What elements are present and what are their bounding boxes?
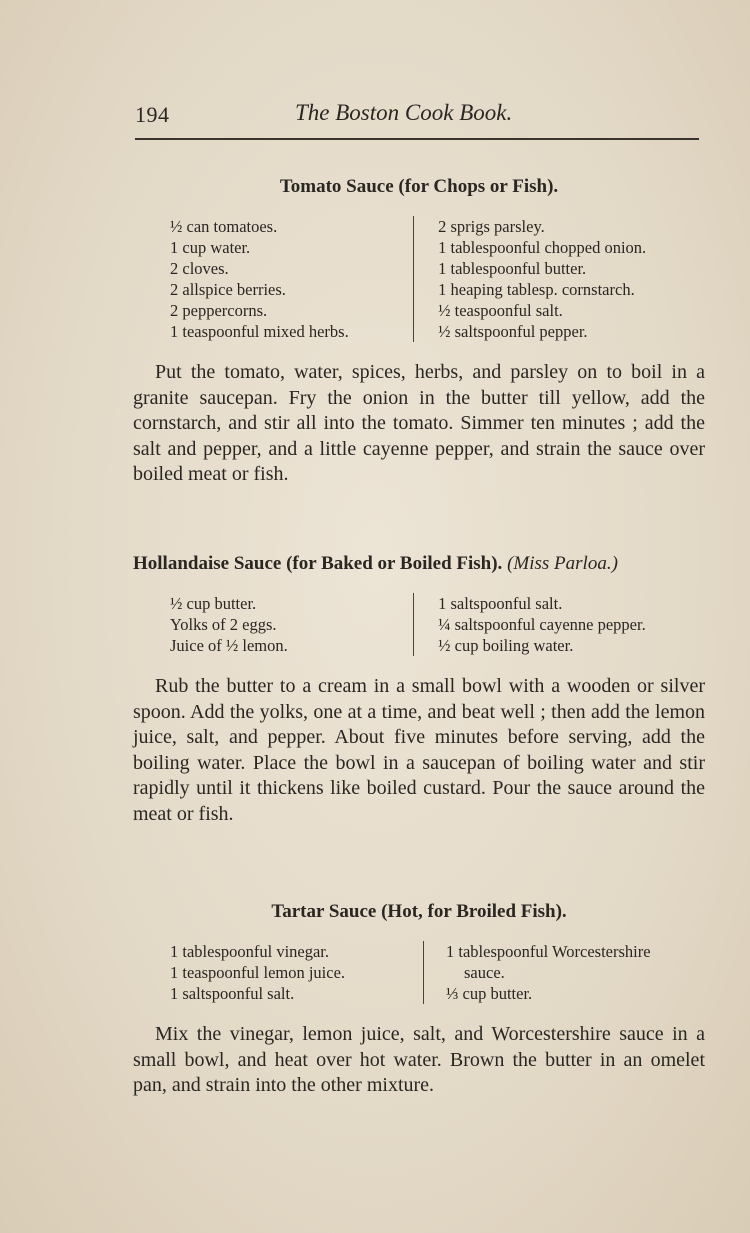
ingredient: ½ cup boiling water. xyxy=(438,636,574,655)
ingredient: 1 teaspoonful mixed herbs. xyxy=(170,322,349,341)
ingredient-column-right xyxy=(414,593,705,656)
recipe-title-text: Tomato Sauce (for Chops or Fish). xyxy=(279,176,559,197)
ingredient: 2 cloves. xyxy=(170,259,229,278)
ingredient: 1 saltspoonful salt. xyxy=(170,984,295,1003)
ingredient: 2 sprigs parsley. xyxy=(438,217,545,236)
recipe-tomato-sauce xyxy=(133,176,705,508)
recipe-title xyxy=(133,553,705,575)
recipe-tartar-sauce xyxy=(133,901,705,1119)
ingredient: 1 cup water. xyxy=(170,238,251,257)
recipe-title-text: Hollandaise Sauce (for Baked or Boiled Fish). xyxy=(133,553,503,574)
ingredient: 1 heaping tablesp. cornstarch. xyxy=(438,280,635,299)
ingredient: ½ cup butter. xyxy=(170,594,257,613)
page-number: 194 xyxy=(135,102,170,127)
page-header xyxy=(135,100,699,134)
recipe-title xyxy=(133,176,705,198)
ingredient: 1 saltspoonful salt. xyxy=(438,594,563,613)
ingredient: ¼ saltspoonful cayenne pepper. xyxy=(438,615,646,634)
recipe-method: Mix the vinegar, lemon juice, salt, and Worcestershire sauce in a small bowl, and heat over hot water. Brown the butter in an omelet pan, and strain into the other mixture. xyxy=(133,1023,705,1096)
ingredient: Yolks of 2 eggs. xyxy=(170,615,277,634)
ingredient-column-right xyxy=(424,941,705,1004)
ingredient-column-left xyxy=(133,216,414,342)
ingredient: ⅓ cup butter. xyxy=(446,984,533,1003)
recipe-attribution: (Miss Parloa.) xyxy=(507,553,618,574)
ingredient: 1 tablespoonful butter. xyxy=(438,259,587,278)
header-rule xyxy=(135,138,699,140)
ingredient: 2 peppercorns. xyxy=(170,301,268,320)
ingredient: ½ teaspoonful salt. xyxy=(438,301,563,320)
recipe-method: Put the tomato, water, spices, herbs, and parsley on to boil in a granite saucepan. Fry the onion in the butter till yellow, add the cornstarch, and stir all into the tomato. Simmer ten minutes ; add the salt and pepper, and a little cayenne pepper, and strain the sauce over boiled meat or fish. xyxy=(133,361,705,485)
recipe-title xyxy=(133,901,705,923)
recipe-hollandaise-sauce xyxy=(133,553,705,847)
ingredient-list xyxy=(133,216,705,342)
ingredient-continuation: sauce. xyxy=(464,963,505,982)
ingredient: Juice of ½ lemon. xyxy=(170,636,288,655)
ingredient-list xyxy=(133,593,705,656)
ingredient: 1 tablespoonful Worcestershire xyxy=(446,942,651,961)
ingredient-column-right xyxy=(414,216,705,342)
ingredient-column-left xyxy=(133,593,414,656)
ingredient: ½ saltspoonful pepper. xyxy=(438,322,588,341)
ingredient: 1 teaspoonful lemon juice. xyxy=(170,963,346,982)
running-head: The Boston Cook Book. xyxy=(295,100,513,125)
ingredient-list xyxy=(133,941,705,1004)
ingredient-column-left xyxy=(133,941,424,1004)
recipe-title-text: Tartar Sauce (Hot, for Broiled Fish). xyxy=(271,901,567,922)
ingredient: 1 tablespoonful chopped onion. xyxy=(438,238,647,257)
recipe-method: Rub the butter to a cream in a small bowl with a wooden or silver spoon. Add the yolks, one at a time, and beat well ; then add the lemon juice, salt, and pepper. About five minutes before serving, add the boiling water. Place the bowl in a saucepan of boiling water and stir rapidly until it thickens like boiled custard. Pour the sauce around the meat or fish. xyxy=(133,675,705,825)
ingredient: 1 tablespoonful vinegar. xyxy=(170,942,330,961)
ingredient: 2 allspice berries. xyxy=(170,280,286,299)
ingredient: ½ can tomatoes. xyxy=(170,217,278,236)
